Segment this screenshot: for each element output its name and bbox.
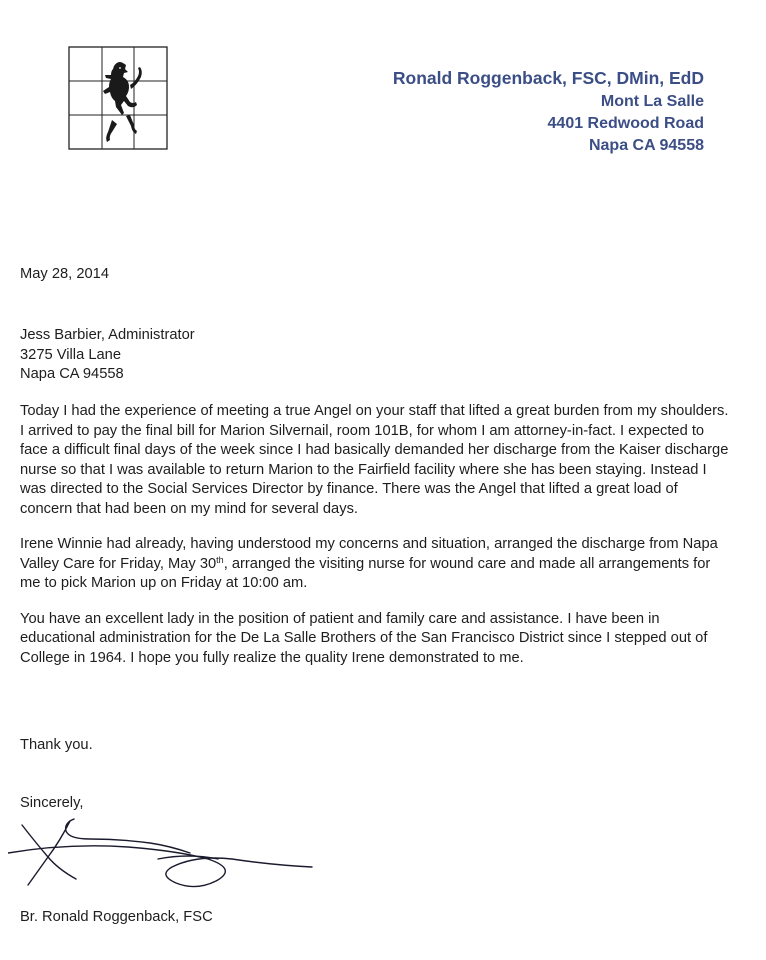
sender-organization: Mont La Salle xyxy=(600,93,704,110)
lion-crest-icon xyxy=(68,46,168,150)
handwritten-signature xyxy=(8,805,328,895)
body-paragraph-1: Today I had the experience of meeting a true Angel on your staff that lifted a great burden from my shoulders. I arrived to pay the final bill for Marion Silvernail, room 101B, for whom I am attorney-in-fact. I expected to face a difficult final days of the week since I had basically demanded her discharge from the Kaiser discharge nurse so that I was available to return Marion to the Fairfield facility where she has been staying. Instead I was directed to the Social Services Director by finance. There was the Angel that lifted a great load of concern that had been on my mind for several days. xyxy=(20,403,729,517)
letterhead xyxy=(393,67,704,157)
signer-name: Br. Ronald Roggenback, FSC xyxy=(20,909,213,925)
letter-date: May 28, 2014 xyxy=(20,266,109,282)
complimentary-close: Sincerely, xyxy=(20,795,84,811)
sender-city-state-zip: Napa CA 94558 xyxy=(588,137,704,154)
sender-street: 4401 Redwood Road xyxy=(547,115,704,132)
sender-name: Ronald Roggenback, FSC, DMin, EdD xyxy=(392,68,704,88)
letter-body xyxy=(20,402,730,684)
closing-line: Thank you. xyxy=(20,737,93,753)
body-paragraph-2-part-2: , arranged the visiting nurse for wound care and made all arrangements for me to pick Marion up on Friday at 10:00 am. xyxy=(20,555,711,591)
recipient-city-state-zip: Napa CA 94558 xyxy=(20,366,124,382)
body-paragraph-2-part-1: Irene Winnie had already, having understood my concerns and situation, arranged the discharge from Napa Valley Care for Friday, May 30 xyxy=(20,536,718,572)
recipient-street: 3275 Villa Lane xyxy=(20,346,121,363)
recipient-name-title: Jess Barbier, Administrator xyxy=(20,327,195,343)
body-paragraph-2 xyxy=(20,535,730,594)
recipient-address xyxy=(20,326,195,385)
ordinal-superscript: th xyxy=(216,554,224,565)
body-paragraph-3: You have an excellent lady in the position of patient and family care and assistance. I have been in educational administration for the De La Salle Brothers of the San Francisco District since I stepped out of College in 1964. I hope you fully realize the quality Irene demonstrated to me. xyxy=(20,610,708,666)
